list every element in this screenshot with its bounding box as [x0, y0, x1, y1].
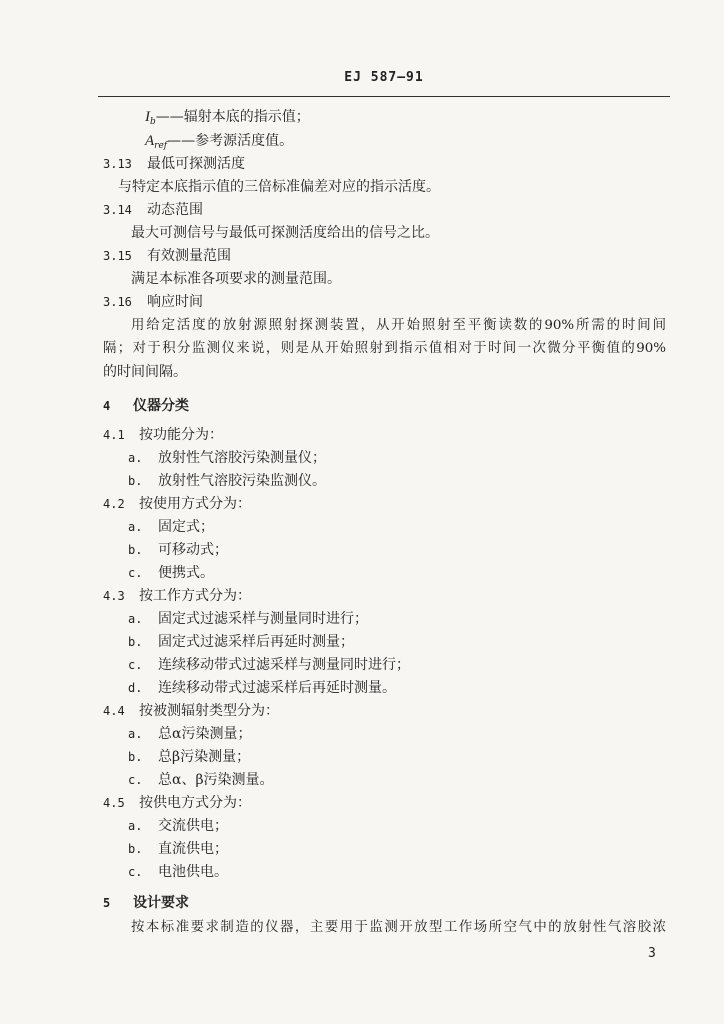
dash: ——	[167, 133, 196, 149]
clause-number: 4.3	[103, 589, 125, 603]
clause-number: 3.16	[103, 295, 132, 309]
clause-number: 4.5	[103, 796, 125, 810]
list-text: 连续移动带式过滤采样与测量同时进行；	[158, 657, 410, 673]
symbol: I	[145, 109, 150, 125]
list-text: 电池供电。	[158, 864, 228, 880]
clause-3-13-body: 与特定本底指示值的三倍标准偏差对应的指示活度。	[118, 179, 440, 195]
clause-title: 按工作方式分为：	[139, 588, 251, 604]
definition-aref	[145, 131, 293, 156]
clause-4-3-heading	[103, 586, 251, 606]
clause-3-14-heading	[103, 200, 203, 220]
definition-text: 辐射本底的指示值；	[183, 109, 310, 125]
subscript: ref	[154, 141, 168, 151]
document-code-header: EJ 587—91	[344, 70, 424, 85]
clause-3-15-body: 满足本标准各项要求的测量范围。	[131, 271, 341, 287]
clause-title: 按被测辐射类型分为：	[139, 703, 279, 719]
clause-title: 按使用方式分为：	[139, 496, 251, 512]
page-number: 3	[648, 946, 656, 961]
definition-ib	[145, 107, 310, 132]
clause-title: 按供电方式分为：	[139, 795, 251, 811]
clause-number: 3.13	[103, 157, 132, 171]
dash: ——	[155, 109, 184, 125]
list-text: 总α、β污染测量。	[158, 772, 274, 788]
list-marker: a.	[128, 819, 143, 833]
clause-number: 3.14	[103, 203, 132, 217]
list-item	[128, 678, 396, 698]
list-marker: c.	[128, 658, 143, 672]
list-item	[128, 724, 251, 744]
clause-title: 有效测量范围	[147, 248, 231, 264]
list-marker: c.	[128, 566, 143, 580]
list-item	[128, 770, 274, 790]
clause-3-16-body-line2: 隔；对于积分监测仪来说，则是从开始照射到指示值相对于时间一次微分平衡值的90%	[103, 341, 666, 356]
list-marker: b.	[128, 543, 143, 557]
clause-4-5-heading	[103, 793, 251, 813]
clause-4-1-heading	[103, 425, 223, 445]
list-marker: a.	[128, 451, 143, 465]
list-marker: d.	[128, 681, 143, 695]
list-item	[128, 816, 228, 836]
clause-number: 4.1	[103, 428, 125, 442]
clause-3-15-heading	[103, 246, 231, 266]
list-item	[128, 540, 228, 560]
section-number: 5	[103, 896, 111, 910]
clause-number: 4.4	[103, 704, 125, 718]
list-text: 固定式过滤采样后再延时测量；	[158, 634, 354, 650]
list-text: 交流供电；	[158, 818, 228, 834]
clause-4-2-heading	[103, 494, 251, 514]
list-text: 放射性气溶胶污染测量仪；	[158, 450, 326, 466]
section-5-body: 按本标准要求制造的仪器，主要用于监测开放型工作场所空气中的放射性气溶胶浓	[131, 920, 666, 935]
list-item	[128, 517, 214, 537]
subscript: b	[150, 117, 156, 127]
clause-3-16-body-line1: 用给定活度的放射源照射探测装置，从开始照射至平衡读数的90%所需的时间间	[131, 318, 666, 333]
list-item	[128, 747, 250, 767]
section-5-heading	[103, 893, 189, 913]
list-marker: b.	[128, 474, 143, 488]
definition-text: 参考源活度值。	[195, 133, 294, 149]
clause-3-13-heading	[103, 154, 245, 174]
section-4-heading	[103, 396, 189, 416]
symbol: A	[145, 133, 155, 149]
clause-3-14-body: 最大可测信号与最低可探测活度给出的信号之比。	[131, 225, 439, 241]
clause-title: 最低可探测活度	[147, 156, 245, 172]
section-title: 仪器分类	[133, 398, 189, 414]
list-marker: b.	[128, 842, 143, 856]
list-item	[128, 609, 368, 629]
clause-number: 3.15	[103, 249, 132, 263]
list-item	[128, 471, 326, 491]
list-text: 可移动式；	[158, 542, 228, 558]
list-marker: a.	[128, 612, 143, 626]
clause-4-4-heading	[103, 701, 279, 721]
list-text: 固定式过滤采样与测量同时进行；	[158, 611, 368, 627]
list-marker: b.	[128, 750, 143, 764]
clause-number: 4.2	[103, 497, 125, 511]
list-item	[128, 655, 410, 675]
list-text: 连续移动带式过滤采样后再延时测量。	[158, 680, 396, 696]
list-marker: b.	[128, 635, 143, 649]
list-item	[128, 632, 354, 652]
clause-title: 动态范围	[147, 202, 203, 218]
list-text: 便携式。	[158, 565, 214, 581]
section-number: 4	[103, 399, 111, 413]
list-marker: c.	[128, 865, 143, 879]
header-rule	[98, 96, 670, 97]
list-marker: a.	[128, 727, 143, 741]
clause-3-16-heading	[103, 292, 203, 312]
list-text: 总β污染测量；	[158, 749, 251, 765]
clause-title: 响应时间	[147, 294, 203, 310]
list-text: 固定式；	[158, 519, 214, 535]
list-item	[128, 862, 228, 882]
clause-3-16-body-line3: 的时间间隔。	[103, 364, 187, 380]
list-marker: a.	[128, 520, 143, 534]
list-marker: c.	[128, 773, 143, 787]
clause-title: 按功能分为：	[139, 427, 223, 443]
list-item	[128, 839, 228, 859]
list-text: 总α污染测量；	[158, 726, 252, 742]
list-item	[128, 448, 326, 468]
list-item	[128, 563, 214, 583]
section-title: 设计要求	[133, 895, 189, 911]
list-text: 直流供电；	[158, 841, 228, 857]
list-text: 放射性气溶胶污染监测仪。	[158, 473, 326, 489]
